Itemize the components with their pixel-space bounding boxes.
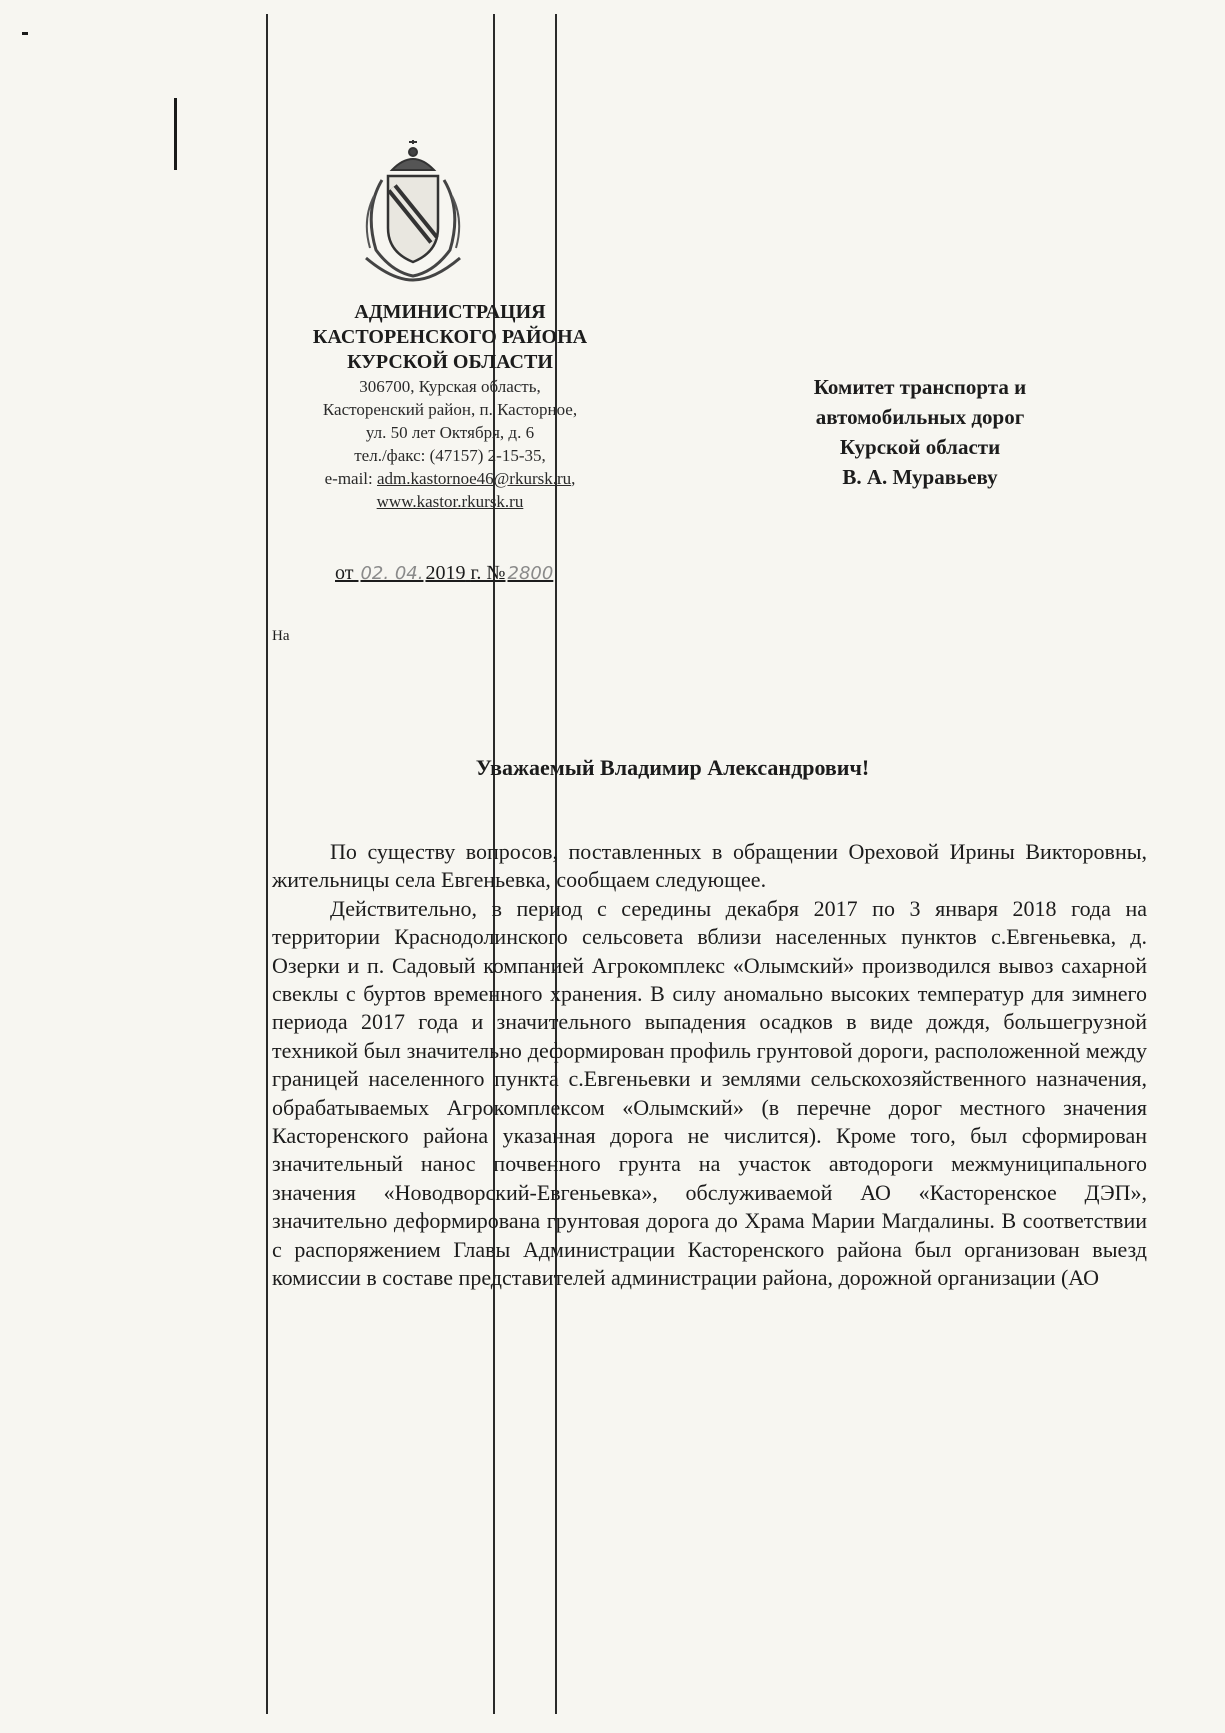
org-name-line1: АДМИНИСТРАЦИЯ	[354, 301, 546, 323]
handwritten-date: 02. 04.	[360, 563, 424, 584]
recipient-line4: В. А. Муравьеву	[842, 465, 998, 489]
email-line	[260, 467, 640, 490]
recipient-line3: Курской области	[839, 435, 1001, 459]
address-line1: 306700, Курская область,	[359, 377, 541, 396]
org-name-line3: КУРСКОЙ ОБЛАСТИ	[347, 351, 553, 373]
org-name-line2: КАСТОРЕНСКОГО РАЙОНА	[312, 326, 588, 348]
greeting: Уважаемый Владимир Александрович!	[475, 755, 870, 780]
body-paragraph-2: Действительно, в период с середины декабря 2017 по 3 января 2018 года на территории Краснодолинского сельсовета вблизи населенных пунктов с.Евгеньевка, д. Озерки и п. Садовый компанией Агрокомплекс «Олымский» производился вывоз сахарной свеклы с буртов временного хранения. В силу аномально высоких температур для зимнего периода 2017 года и значительного выпадения осадков в виде дождя, большегрузной техникой был значительно деформирован профиль грунтовой дороги, расположенной между границей населенного пункта с.Евгеньевки и землями сельскохозяйственного назначения, обрабатываемых Агрокомплексом «Олымский» (в перечне дорог местного значения Касторенского района указанная дорога не числится). Кроме того, был сформирован значительный нанос почвенного грунта на участок автодороги межмуниципального значения «Новодворский-Евгеньевка», обслуживаемой АО «Касторенское ДЭП», значительно деформирована грунтовая дорога до Храма Марии Магдалины. В соответствии с распоряжением Главы Администрации Касторенского района был организован выезд комиссии в составе представителей администрации района, дорожной организации (АО	[272, 895, 1147, 1291]
recipient-block	[770, 372, 1070, 492]
email-link[interactable]: adm.kastornoe46@rkursk.ru	[377, 469, 572, 488]
website-line	[260, 490, 640, 513]
recipient-line2: автомобильных дорог	[815, 405, 1025, 429]
phone-fax: тел./факс: (47157) 2-15-35,	[354, 446, 546, 465]
margin-mark	[174, 98, 177, 170]
email-prefix: e-mail:	[324, 469, 378, 488]
scan-line-left	[266, 14, 268, 1714]
in-reply-label: На	[272, 628, 290, 644]
ref-year: 2019	[425, 562, 466, 584]
reference-line	[335, 562, 555, 585]
handwritten-number: 2800	[507, 563, 554, 584]
corner-mark	[22, 32, 28, 35]
ref-prefix: от	[335, 562, 354, 584]
body-paragraph-1: По существу вопросов, поставленных в обращении Ореховой Ирины Викторовны, жительницы села Евгеньевка, сообщаем следующее.	[272, 839, 1147, 893]
recipient-line1: Комитет транспорта и	[813, 375, 1027, 399]
email-suffix: ,	[571, 469, 576, 488]
sender-block	[260, 300, 640, 513]
address-line3: ул. 50 лет Октября, д. 6	[365, 423, 535, 442]
address-line2: Касторенский район, п. Касторное,	[322, 400, 578, 419]
letter-body	[272, 838, 1147, 1293]
website-link[interactable]: www.kastor.rkursk.ru	[376, 492, 524, 511]
ref-year-suffix: г. №	[470, 562, 506, 584]
coat-of-arms-emblem	[352, 140, 474, 282]
